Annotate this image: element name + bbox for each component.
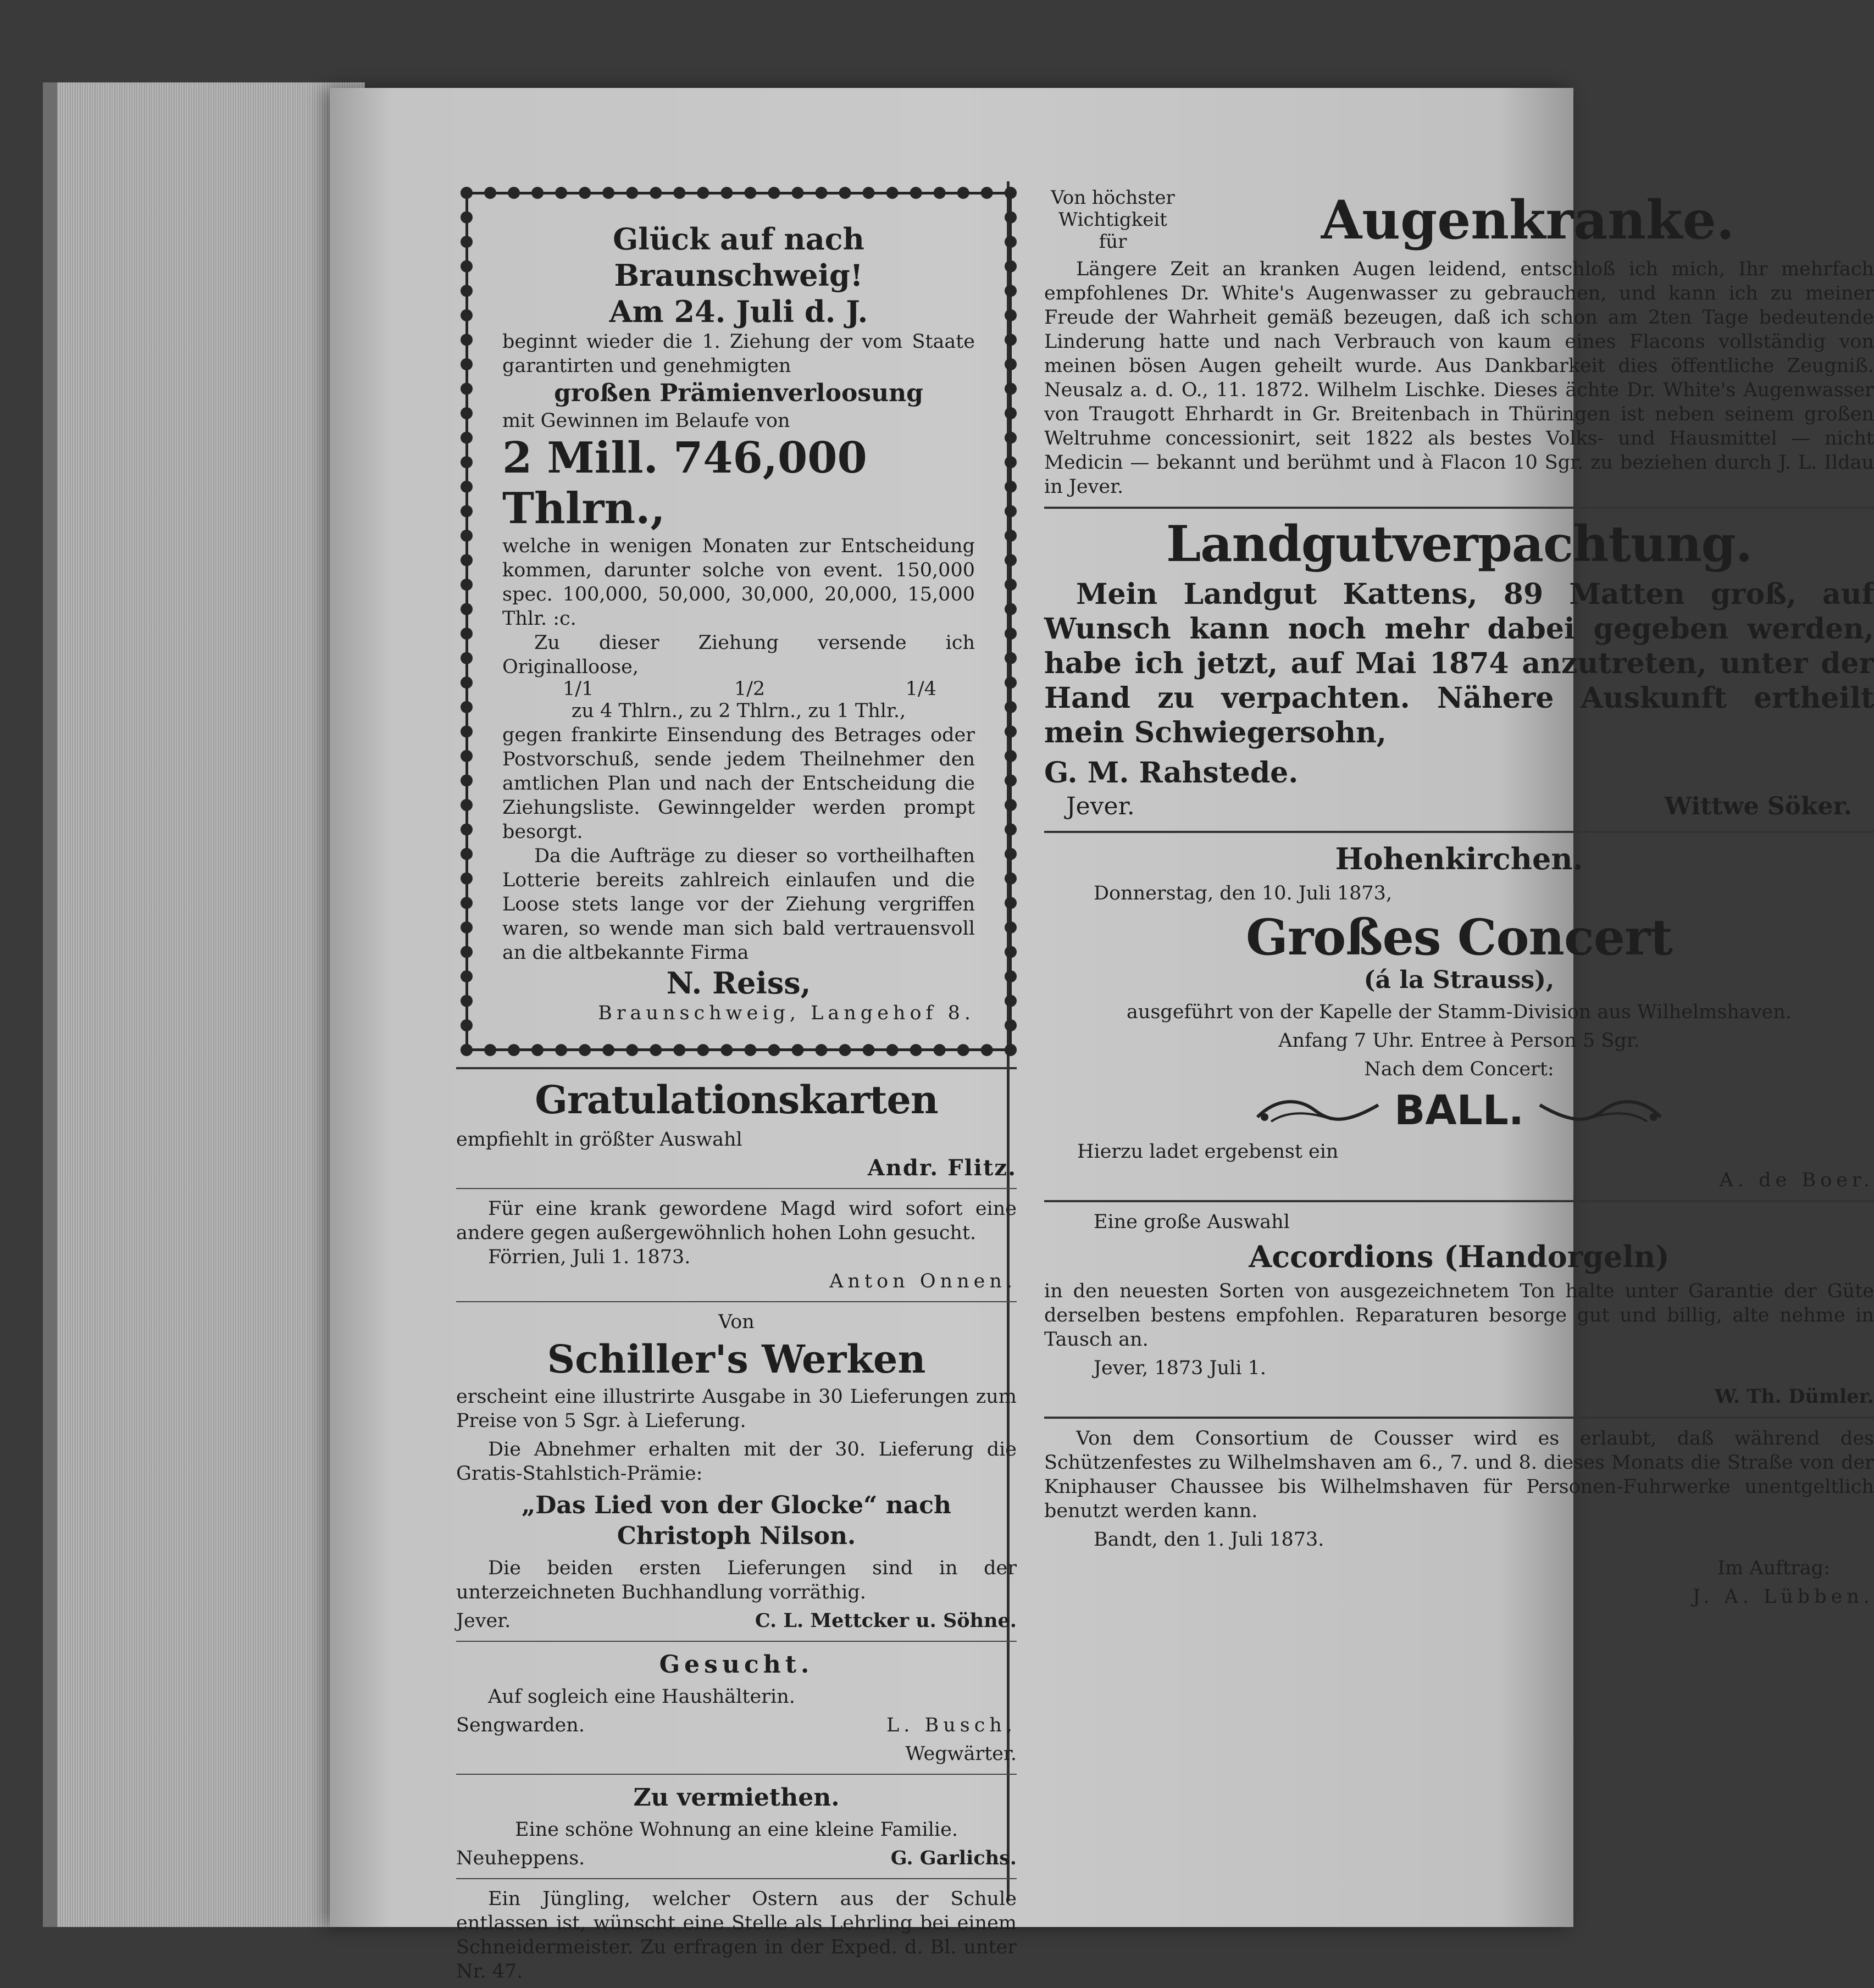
ad-address: Braunschweig, Langehof 8.	[598, 1002, 975, 1024]
ad-signature: G. Garlichs.	[890, 1847, 1017, 1869]
separator	[1044, 507, 1874, 509]
ad-title: Großes Concert	[1245, 908, 1673, 967]
kicker-line: Von höchster	[1051, 187, 1175, 209]
ad-braunschweig-lottery	[461, 187, 1017, 1056]
ad-place: Jever.	[1066, 792, 1135, 820]
ad-date: Am 24. Juli d. J.	[609, 294, 868, 329]
ad-text: beginnt wieder die 1. Ziehung der vom Staate garantirten und genehmigten	[502, 331, 975, 377]
ad-text: erscheint eine illustrirte Ausgabe in 30 Lieferungen zum Preise von 5 Sgr. à Lieferung.	[456, 1386, 1017, 1432]
separator	[456, 1774, 1017, 1775]
ad-consortium	[1044, 1426, 1874, 1609]
ad-text: Hierzu ladet ergebenst ein	[1077, 1141, 1339, 1163]
ad-title: Gesucht.	[659, 1651, 814, 1679]
ad-text: Da die Aufträge zu dieser so vortheilhaften Lotterie bereits zahlreich einlaufen und die Loose stets lange vor der Ziehung vergriffen waren, so wende man sich bald vertrauensvoll an die altbekannte Firma	[502, 845, 975, 964]
ad-place: Jever.	[456, 1610, 511, 1632]
ad-signature: Wittwe Söker.	[1664, 792, 1852, 820]
ad-auftrag: Im Auftrag:	[1717, 1557, 1830, 1579]
ad-firm: N. Reiss,	[666, 965, 811, 1001]
ad-subtitle: (á la Strauss),	[1363, 966, 1555, 994]
ad-date: Donnerstag, den 10. Juli 1873,	[1094, 882, 1393, 904]
ad-text: Die Abnehmer erhalten mit der 30. Lieferung die Gratis-Stahlstich-Prämie:	[456, 1439, 1017, 1485]
ad-footer	[456, 1609, 1017, 1633]
ad-place-date: Bandt, den 1. Juli 1873.	[1094, 1529, 1324, 1551]
ad-gesucht	[456, 1650, 1017, 1766]
separator	[456, 1641, 1017, 1642]
kicker-line: Wichtigkeit	[1058, 209, 1167, 231]
fraction-quarter: 1/4	[905, 678, 936, 700]
ad-text: Die beiden ersten Lieferungen sind in der unterzeichneten Buchhandlung vorräthig.	[456, 1557, 1017, 1603]
ad-von: Von	[718, 1311, 755, 1333]
separator	[1044, 1417, 1874, 1419]
ad-text: in den neuesten Sorten von ausgezeichnetem Ton halte unter Garantie der Güte derselben bestens empfohlen. Reparaturen besorge gut und billig, alte nehme in Tausch an.	[1044, 1280, 1874, 1351]
ad-footer	[1044, 790, 1874, 823]
ad-magd	[456, 1197, 1017, 1293]
ad-text: ausgeführt von der Kapelle der Stamm-Division aus Wilhelmshaven.	[1127, 1001, 1792, 1023]
ad-concert	[1044, 841, 1874, 1192]
book-page-edges	[43, 82, 365, 1927]
fraction-whole: 1/1	[563, 678, 594, 700]
ad-footer	[456, 1713, 1017, 1737]
ad-signature: C. L. Mettcker u. Söhne.	[755, 1609, 1017, 1632]
ticket-prices: zu 4 Thlrn., zu 2 Thlrn., zu 1 Thlr.,	[571, 700, 906, 722]
ball-banner	[1044, 1087, 1874, 1134]
ad-text: Eine schöne Wohnung an eine kleine Familie.	[515, 1819, 958, 1841]
ad-place-date: Jever, 1873 Juli 1.	[1094, 1357, 1267, 1379]
ad-intro: Eine große Auswahl	[1094, 1211, 1290, 1233]
right-column	[1044, 187, 1874, 1613]
ad-title: Schiller's Werken	[547, 1336, 926, 1382]
ad-title: Gratulationskarten	[535, 1077, 938, 1123]
ad-landgut	[1044, 517, 1874, 823]
ad-text: Anfang 7 Uhr. Entree à Person 5 Sgr.	[1278, 1030, 1640, 1052]
ad-augenkranke	[1044, 187, 1874, 499]
ad-signature-title: Wegwärter.	[905, 1743, 1017, 1765]
ad-juengling: Ein Jüngling, welcher Ostern aus der Schule entlassen ist, wünscht eine Stelle als Lehrling bei einem Schneidermeister. Zu erfragen in der Exped. d. Bl. unter Nr. 47.	[456, 1888, 1017, 1983]
ad-title: Glück auf nach Braunschweig!	[613, 221, 864, 293]
ad-lottery-name: großen Prämienverloosung	[554, 379, 923, 407]
flourish-left-icon	[1255, 1095, 1381, 1126]
ad-name: G. M. Rahstede.	[1044, 756, 1299, 790]
ad-header	[1044, 187, 1874, 253]
ad-gratulationskarten	[456, 1077, 1017, 1180]
ad-text: Auf sogleich eine Haushälterin.	[488, 1686, 795, 1708]
ball-title: BALL.	[1394, 1087, 1524, 1134]
ad-kicker	[1044, 187, 1182, 253]
ticket-fractions	[502, 679, 975, 699]
ad-text: Für eine krank gewordene Magd wird sofort eine andere gegen außergewöhnlich hohen Lohn gesucht.	[456, 1198, 1017, 1244]
ad-schiller	[456, 1310, 1017, 1633]
ad-text: mit Gewinnen im Belaufe von	[502, 410, 790, 432]
ad-place: Sengwarden.	[456, 1714, 585, 1736]
separator	[456, 1878, 1017, 1879]
ad-signature: L. Busch,	[886, 1714, 1017, 1736]
separator	[456, 1188, 1017, 1189]
ad-title: Accordions (Handorgeln)	[1249, 1239, 1670, 1274]
ad-title: Augenkranke.	[1321, 188, 1735, 251]
ad-signature: J. A. Lübben.	[1692, 1586, 1874, 1608]
newspaper-page	[330, 88, 1874, 1983]
ad-text: Längere Zeit an kranken Augen leidend, entschloß ich mich, Ihr mehrfach empfohlenes Dr. White's Augenwasser zu gebrauchen, und kann ich zu meiner Freude der Wahrheit gemäß bezeugen, daß ich schon am 2ten Tage bedeutende Linderung hatte und nach Verbrauch von kaum eines Flacons vollständig von meinen bösen Augen geheilt wurde. Aus Dankbarkeit dies öffentliche Zeugniß. Neusalz a. d. O., 11. 1872. Wilhelm Lischke. Dieses ächte Dr. White's Augenwasser von Traugott Ehrhardt in Gr. Breitenbach in Thüringen ist neben seinem großen Weltruhme concessionirt, seit 1822 als bestes Volks- und Hausmittel — nicht Medicin — bekannt und berühmt und à Flacon 10 Sgr. zu beziehen durch J. L. Ildau in Jever.	[1044, 258, 1874, 498]
ad-vermiethen	[456, 1782, 1017, 1870]
ad-signature: A. de Boer.	[1719, 1169, 1874, 1191]
ad-signature: Andr. Flitz.	[867, 1155, 1017, 1181]
ad-accordions	[1044, 1210, 1874, 1409]
ad-title: Landgutverpachtung.	[1166, 515, 1753, 573]
ad-signature: Anton Onnen.	[829, 1270, 1017, 1292]
ad-text: Zu dieser Ziehung versende ich Originalloose,	[502, 632, 975, 678]
ad-text: empfiehlt in größter Auswahl	[456, 1129, 742, 1151]
ad-town: Hohenkirchen.	[1335, 841, 1583, 876]
separator	[456, 1067, 1017, 1069]
ad-text: gegen frankirte Einsendung des Betrages oder Postvorschuß, sende jedem Theilnehmer den amtlichen Plan und nach der Entscheidung die Ziehungsliste. Gewinngelder werden prompt besorgt.	[502, 724, 975, 843]
separator	[1044, 1200, 1874, 1202]
ad-text: Von dem Consortium de Cousser wird es erlaubt, daß während des Schützenfestes zu Wilhelmshaven am 6., 7. und 8. dieses Monats die Straße von der Kniphauser Chaussee bis Wilhelmshaven für Personen-Fuhrwerke unentgeltlich benutzt werden kann.	[1044, 1428, 1874, 1522]
separator	[1044, 831, 1874, 833]
separator	[456, 1301, 1017, 1302]
ad-prize-amount: 2 Mill. 746,000 Thlrn.,	[502, 433, 867, 534]
left-column	[456, 187, 1017, 1988]
ad-premium-title: „Das Lied von der Glocke“ nach Christoph Nilson.	[521, 1491, 952, 1550]
flourish-right-icon	[1537, 1095, 1664, 1126]
fraction-half: 1/2	[734, 678, 766, 700]
ad-text: Mein Landgut Kattens, 89 Matten groß, auf Wunsch kann noch mehr dabei gegeben werden, habe ich jetzt, auf Mai 1874 anzutreten, unter der Hand zu verpachten. Nähere Auskunft ertheilt mein Schwiegersohn,	[1044, 577, 1874, 749]
ad-title: Zu vermiethen.	[633, 1784, 840, 1812]
ad-footer	[456, 1846, 1017, 1870]
ad-text: Nach dem Concert:	[1364, 1058, 1554, 1080]
kicker-line: für	[1099, 231, 1127, 253]
ad-signature: W. Th. Dümler.	[1715, 1385, 1874, 1408]
ad-place-date: Förrien, Juli 1. 1873.	[488, 1246, 691, 1268]
ad-text: welche in wenigen Monaten zur Entscheidung kommen, darunter solche von event. 150,000 spec. 100,000, 50,000, 30,000, 20,000, 15,000 Thlr. :c.	[502, 535, 975, 630]
ad-place: Neuheppens.	[456, 1847, 585, 1869]
